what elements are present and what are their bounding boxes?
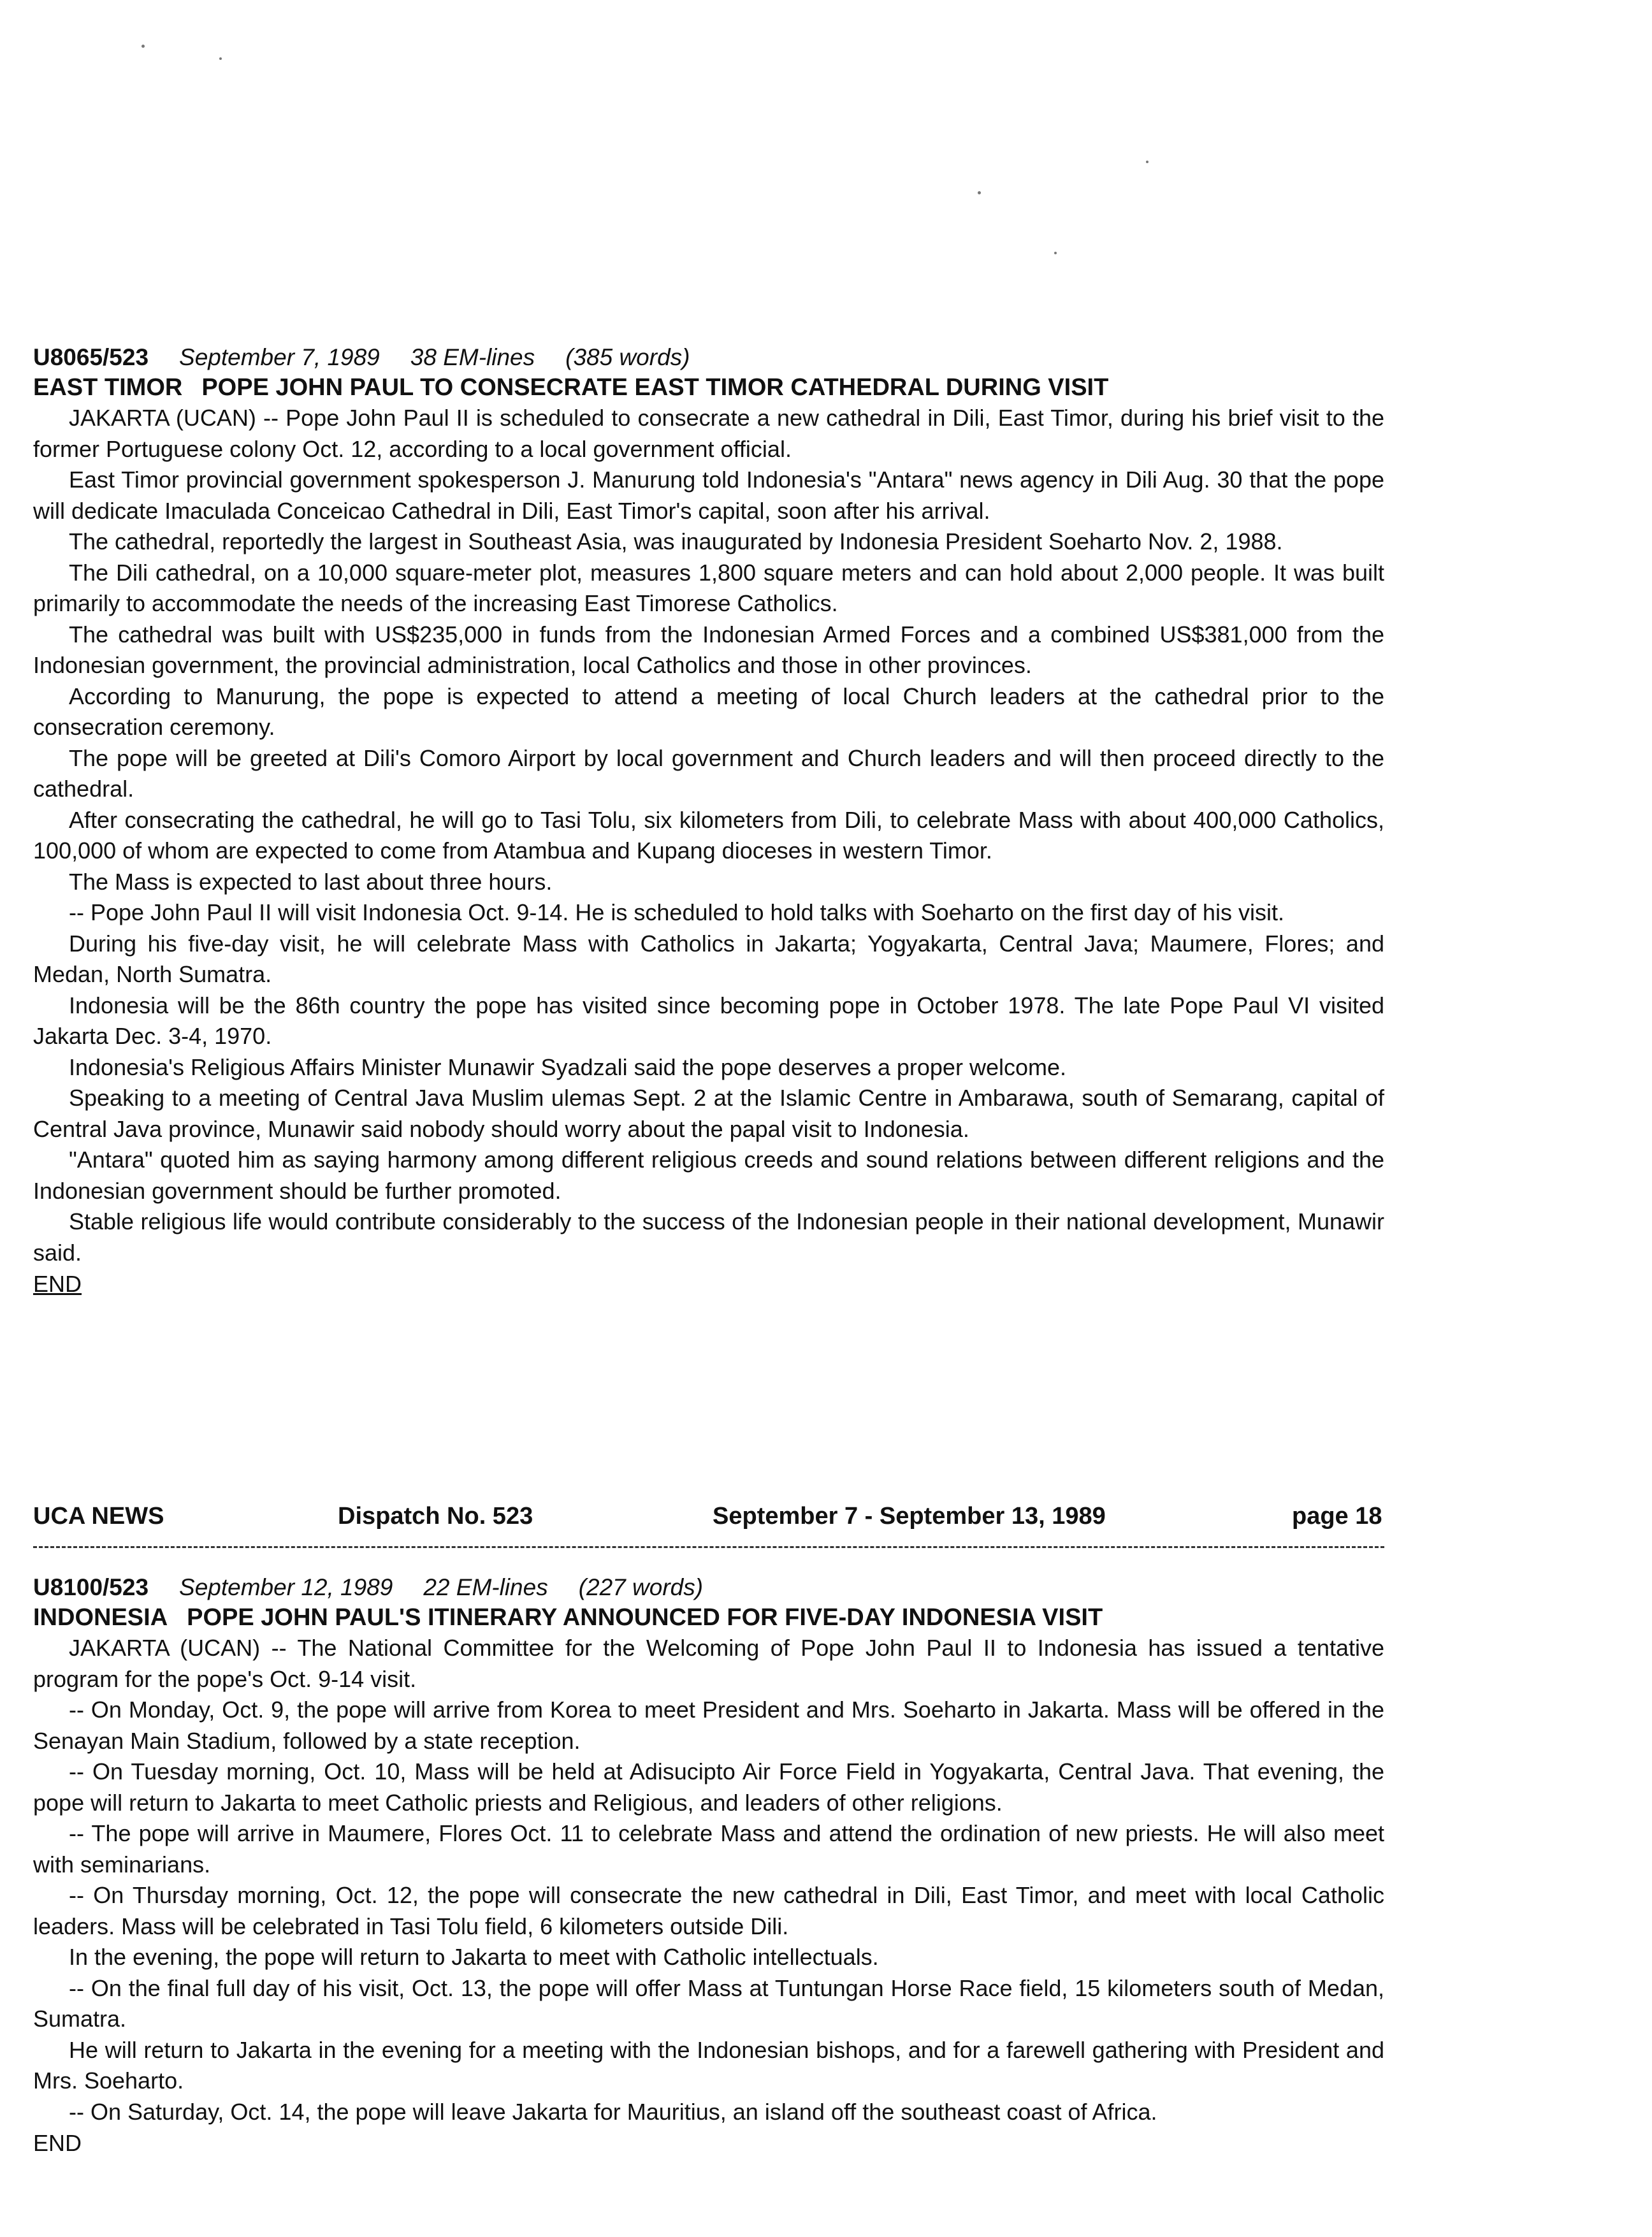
story-end-marker: END [33, 1271, 82, 1297]
paragraph: JAKARTA (UCAN) -- The National Committee for the Welcoming of Pope John Paul II to Indonesia has issued a tentative program for the pope's Oct. 9-14 visit. [33, 1635, 1384, 1692]
paragraph: The Dili cathedral, on a 10,000 square-meter plot, measures 1,800 square meters and can hold about 2,000 people. It was built primarily to accommodate the needs of the increasing East Timorese Catholics. [33, 559, 1384, 616]
paragraph: East Timor provincial government spokesperson J. Manurung told Indonesia's "Antara" news agency in Dili Aug. 30 that the pope will dedicate Imaculada Conceicao Cathedral in Dili, East Timor's capital, soon after his arrival. [33, 467, 1384, 524]
paragraph: -- On Thursday morning, Oct. 12, the pope will consecrate the new cathedral in Dili, East Timor, and meet with local Catholic leaders. Mass will be celebrated in Tasi Tolu field, 6 kilometers outside Dili. [33, 1882, 1384, 1939]
story-date: September 7, 1989 [179, 344, 380, 370]
scan-speck [978, 191, 981, 194]
story-id: U8100/523 [33, 1574, 149, 1600]
dispatch-date-range: September 7 - September 13, 1989 [713, 1503, 1106, 1530]
scan-speck [1146, 161, 1148, 163]
story-meta [33, 343, 1384, 372]
story-body [33, 403, 1384, 1268]
story-region: EAST TIMOR [33, 374, 183, 401]
paragraph: He will return to Jakarta in the evening for a meeting with the Indonesian bishops, and for a farewell gathering with President and Mrs. Soeharto. [33, 2036, 1384, 2094]
paragraph: The cathedral, reportedly the largest in Southeast Asia, was inaugurated by Indonesia President Soeharto Nov. 2, 1988. [69, 528, 1283, 554]
paragraph: Speaking to a meeting of Central Java Muslim ulemas Sept. 2 at the Islamic Centre in Ambarawa, south of Semarang, capital of Central Java province, Munawir said nobody should worry about the papal visit to Indonesia. [33, 1085, 1384, 1142]
story-end-marker: END [33, 2130, 82, 2156]
story-line-count: 22 EM-lines [423, 1574, 548, 1600]
story-word-count: (385 words) [565, 344, 690, 370]
paragraph: -- On Tuesday morning, Oct. 10, Mass will be held at Adisucipto Air Force Field in Yogyakarta, Central Java. That evening, the pope will return to Jakarta to meet Catholic priests and Religious, and leaders of other religions. [33, 1758, 1384, 1816]
paragraph: Stable religious life would contribute considerably to the success of the Indonesian people in their national development, Munawir said. [33, 1208, 1384, 1266]
paragraph: -- On Saturday, Oct. 14, the pope will leave Jakarta for Mauritius, an island off the southeast coast of Africa. [69, 2098, 1157, 2125]
dispatch-header [33, 1503, 1384, 1535]
paragraph: The cathedral was built with US$235,000 in funds from the Indonesian Armed Forces and a combined US$381,000 from the Indonesian government, the provincial administration, local Catholics and those in other provinces. [33, 621, 1384, 678]
paragraph: During his five-day visit, he will celebrate Mass with Catholics in Jakarta; Yogyakarta, Central Java; Maumere, Flores; and Medan, North Sumatra. [33, 930, 1384, 987]
story-word-count: (227 words) [578, 1574, 704, 1600]
paragraph: According to Manurung, the pope is expected to attend a meeting of local Church leaders at the cathedral prior to the consecration ceremony. [33, 683, 1384, 740]
story-region: INDONESIA [33, 1604, 168, 1631]
paragraph: The Mass is expected to last about three hours. [69, 868, 553, 895]
paragraph: "Antara" quoted him as saying harmony among different religious creeds and sound relations between different religions and the Indonesian government should be further promoted. [33, 1147, 1384, 1204]
paragraph: In the evening, the pope will return to Jakarta to meet with Catholic intellectuals. [69, 1944, 879, 1970]
story-title: POPE JOHN PAUL TO CONSECRATE EAST TIMOR CATHEDRAL DURING VISIT [201, 374, 1109, 401]
story-headline [33, 372, 1384, 403]
story-line-count: 38 EM-lines [410, 344, 535, 370]
page-number: page 18 [1292, 1503, 1382, 1530]
story-body [33, 1633, 1384, 2127]
dispatch-divider [33, 1546, 1384, 1548]
paragraph: -- The pope will arrive in Maumere, Flores Oct. 11 to celebrate Mass and attend the ordination of new priests. He will also meet with seminarians. [33, 1820, 1384, 1878]
paragraph: -- Pope John Paul II will visit Indonesia Oct. 9-14. He is scheduled to hold talks with Soeharto on the first day of his visit. [69, 899, 1284, 925]
scan-speck [219, 57, 222, 60]
paragraph: After consecrating the cathedral, he will go to Tasi Tolu, six kilometers from Dili, to celebrate Mass with about 400,000 Catholics, 100,000 of whom are expected to come from Atambua and Kupang dioceses in western Timor. [33, 806, 1384, 864]
scan-speck [1054, 252, 1057, 254]
paragraph: Indonesia will be the 86th country the pope has visited since becoming pope in October 1978. The late Pope Paul VI visited Jakarta Dec. 3-4, 1970. [33, 992, 1384, 1049]
dispatch-number: Dispatch No. 523 [338, 1503, 533, 1530]
paragraph: JAKARTA (UCAN) -- Pope John Paul II is scheduled to consecrate a new cathedral in Dili, East Timor, during his brief visit to the former Portuguese colony Oct. 12, according to a local government official. [33, 405, 1384, 462]
paragraph: Indonesia's Religious Affairs Minister Munawir Syadzali said the pope deserves a proper welcome. [69, 1053, 1066, 1080]
story-meta [33, 1573, 1384, 1602]
paragraph: The pope will be greeted at Dili's Comoro Airport by local government and Church leaders and will then proceed directly to the cathedral. [33, 744, 1384, 802]
scan-speck [141, 45, 145, 48]
news-story-indonesia [33, 1573, 1384, 2158]
paragraph: -- On the final full day of his visit, Oct. 13, the pope will offer Mass at Tuntungan Horse Race field, 15 kilometers south of Medan, Sumatra. [33, 1974, 1384, 2032]
story-id: U8065/523 [33, 344, 149, 370]
story-title: POPE JOHN PAUL'S ITINERARY ANNOUNCED FOR FIVE-DAY INDONESIA VISIT [187, 1604, 1103, 1631]
paragraph: -- On Monday, Oct. 9, the pope will arrive from Korea to meet President and Mrs. Soeharto in Jakarta. Mass will be offered in the Senayan Main Stadium, followed by a state reception. [33, 1697, 1384, 1754]
story-date: September 12, 1989 [179, 1574, 393, 1600]
news-story-east-timor [33, 343, 1384, 1299]
publication-name: UCA NEWS [33, 1503, 164, 1530]
story-headline [33, 1602, 1384, 1633]
